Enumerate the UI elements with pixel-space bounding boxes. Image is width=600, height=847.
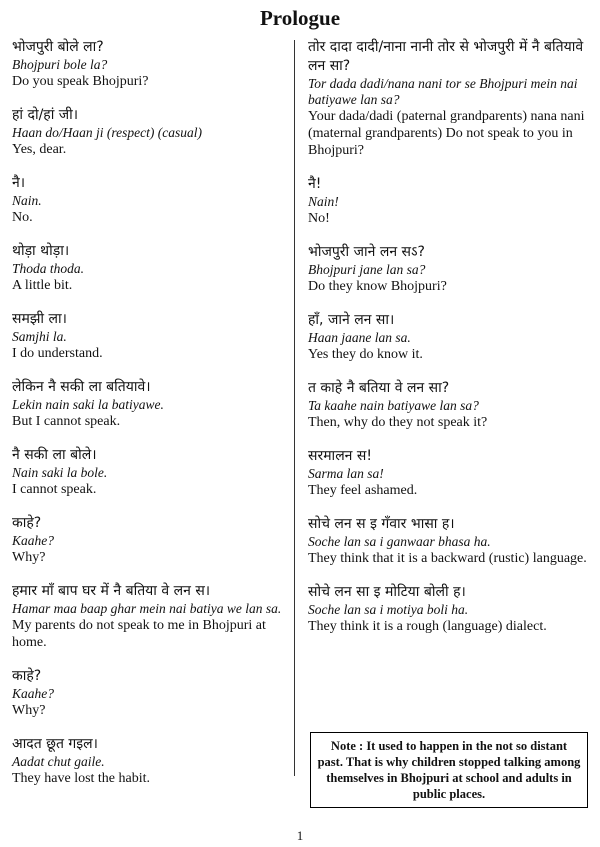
- hindi-text: काहे?: [12, 668, 42, 684]
- english-translation: Do they know Bhojpuri?: [308, 279, 447, 294]
- hindi-text: नै।: [12, 175, 26, 191]
- english-translation: I cannot speak.: [12, 482, 97, 497]
- hindi-text: आदत छूत गइल।: [12, 736, 98, 752]
- hindi-text: थोड़ा थोड़ा।: [12, 243, 70, 259]
- hindi-text: नै!: [308, 176, 322, 192]
- phrase-entry: [12, 667, 286, 719]
- page-title: Prologue: [259, 6, 341, 30]
- transliteration: Tor dada dadi/nana nani tor se Bhojpuri mein nai batiyawe lan sa?: [308, 76, 578, 107]
- hindi-text: तोर दादा दादी/नाना नानी तोर से भोजपुरी में नै बतियावे लन सा?: [308, 39, 584, 74]
- transliteration: Soche lan sa i ganwaar bhasa ha.: [308, 534, 491, 549]
- english-translation: I do understand.: [12, 346, 103, 361]
- transliteration: Haan jaane lan sa.: [308, 330, 411, 345]
- phrase-entry: [12, 174, 286, 226]
- english-translation: Your dada/dadi (paternal grandparents) nana nani (maternal grandparents) Do not speak to you in Bhojpuri?: [308, 109, 585, 158]
- phrase-entry: [12, 582, 286, 651]
- phrase-entry: [12, 310, 286, 362]
- phrase-entry: [12, 514, 286, 566]
- english-translation: Yes, dear.: [12, 142, 67, 157]
- hindi-text: भोजपुरी जाने लन सऽ?: [308, 244, 425, 260]
- column-divider: [294, 40, 295, 776]
- phrase-entry: [308, 175, 590, 227]
- transliteration: Aadat chut gaile.: [12, 754, 105, 769]
- phrase-entry: [308, 311, 590, 363]
- transliteration: Bhojpuri jane lan sa?: [308, 262, 426, 277]
- hindi-text: लेकिन नै सकी ला बतियावे।: [12, 379, 151, 395]
- hindi-text: भोजपुरी बोले ला?: [12, 39, 104, 55]
- phrase-entry: [12, 242, 286, 294]
- transliteration: Samjhi la.: [12, 329, 67, 344]
- hindi-text: काहे?: [12, 515, 42, 531]
- english-translation: A little bit.: [12, 278, 73, 293]
- phrase-entry: [308, 243, 590, 295]
- hindi-text: त काहे नै बतिया वे लन सा?: [308, 380, 450, 396]
- english-translation: My parents do not speak to me in Bhojpuri at home.: [12, 618, 266, 650]
- transliteration: Soche lan sa i motiya boli ha.: [308, 602, 469, 617]
- phrase-entry: [12, 735, 286, 787]
- hindi-text: हां दो/हां जी।: [12, 107, 79, 123]
- phrase-entry: [12, 38, 286, 90]
- transliteration: Kaahe?: [12, 686, 54, 701]
- hindi-text: सोचे लन सा इ मोटिया बोली ह।: [308, 584, 466, 600]
- english-translation: Yes they do know it.: [308, 347, 423, 362]
- english-translation: Why?: [12, 550, 46, 565]
- english-translation: No.: [12, 210, 33, 225]
- transliteration: Lekin nain saki la batiyawe.: [12, 397, 164, 412]
- english-translation: No!: [308, 211, 330, 226]
- phrase-entry: [12, 378, 286, 430]
- english-translation: They feel ashamed.: [308, 483, 418, 498]
- transliteration: Sarma lan sa!: [308, 466, 384, 481]
- phrase-entry: [308, 379, 590, 431]
- english-translation: They have lost the habit.: [12, 771, 151, 786]
- transliteration: Ta kaahe nain batiyawe lan sa?: [308, 398, 479, 413]
- transliteration: Thoda thoda.: [12, 261, 85, 276]
- hindi-text: सोचे लन स इ गँवार भासा ह।: [308, 516, 455, 532]
- transliteration: Kaahe?: [12, 533, 54, 548]
- page-number: 1: [296, 828, 304, 843]
- english-translation: They think it is a rough (language) dialect.: [308, 619, 547, 634]
- right-column: [308, 38, 590, 651]
- hindi-text: हमार माँ बाप घर में नै बतिया वे लन स।: [12, 583, 211, 599]
- english-translation: They think that it is a backward (rustic) language.: [308, 551, 587, 566]
- phrase-entry: [308, 583, 590, 635]
- hindi-text: हाँ, जाने लन सा।: [308, 312, 395, 328]
- phrase-entry: [308, 38, 590, 159]
- transliteration: Bhojpuri bole la?: [12, 57, 108, 72]
- hindi-text: सरमालन स!: [308, 448, 372, 464]
- english-translation: Do you speak Bhojpuri?: [12, 74, 149, 89]
- hindi-text: समझी ला।: [12, 311, 67, 327]
- transliteration: Nain.: [12, 193, 42, 208]
- note-box: Note : It used to happen in the not so distant past. That is why children stopped talking among themselves in Bhojpuri at school and adults in public places.: [310, 732, 588, 808]
- transliteration: Nain!: [308, 194, 339, 209]
- phrase-entry: [308, 447, 590, 499]
- phrase-entry: [12, 446, 286, 498]
- english-translation: But I cannot speak.: [12, 414, 121, 429]
- transliteration: Nain saki la bole.: [12, 465, 108, 480]
- transliteration: Hamar maa baap ghar mein nai batiya we lan sa.: [12, 601, 282, 616]
- transliteration: Haan do/Haan ji (respect) (casual): [12, 125, 202, 140]
- phrase-entry: [12, 106, 286, 158]
- left-column: [12, 38, 286, 803]
- phrase-entry: [308, 515, 590, 567]
- english-translation: Why?: [12, 703, 46, 718]
- hindi-text: नै सकी ला बोले।: [12, 447, 97, 463]
- english-translation: Then, why do they not speak it?: [308, 415, 488, 430]
